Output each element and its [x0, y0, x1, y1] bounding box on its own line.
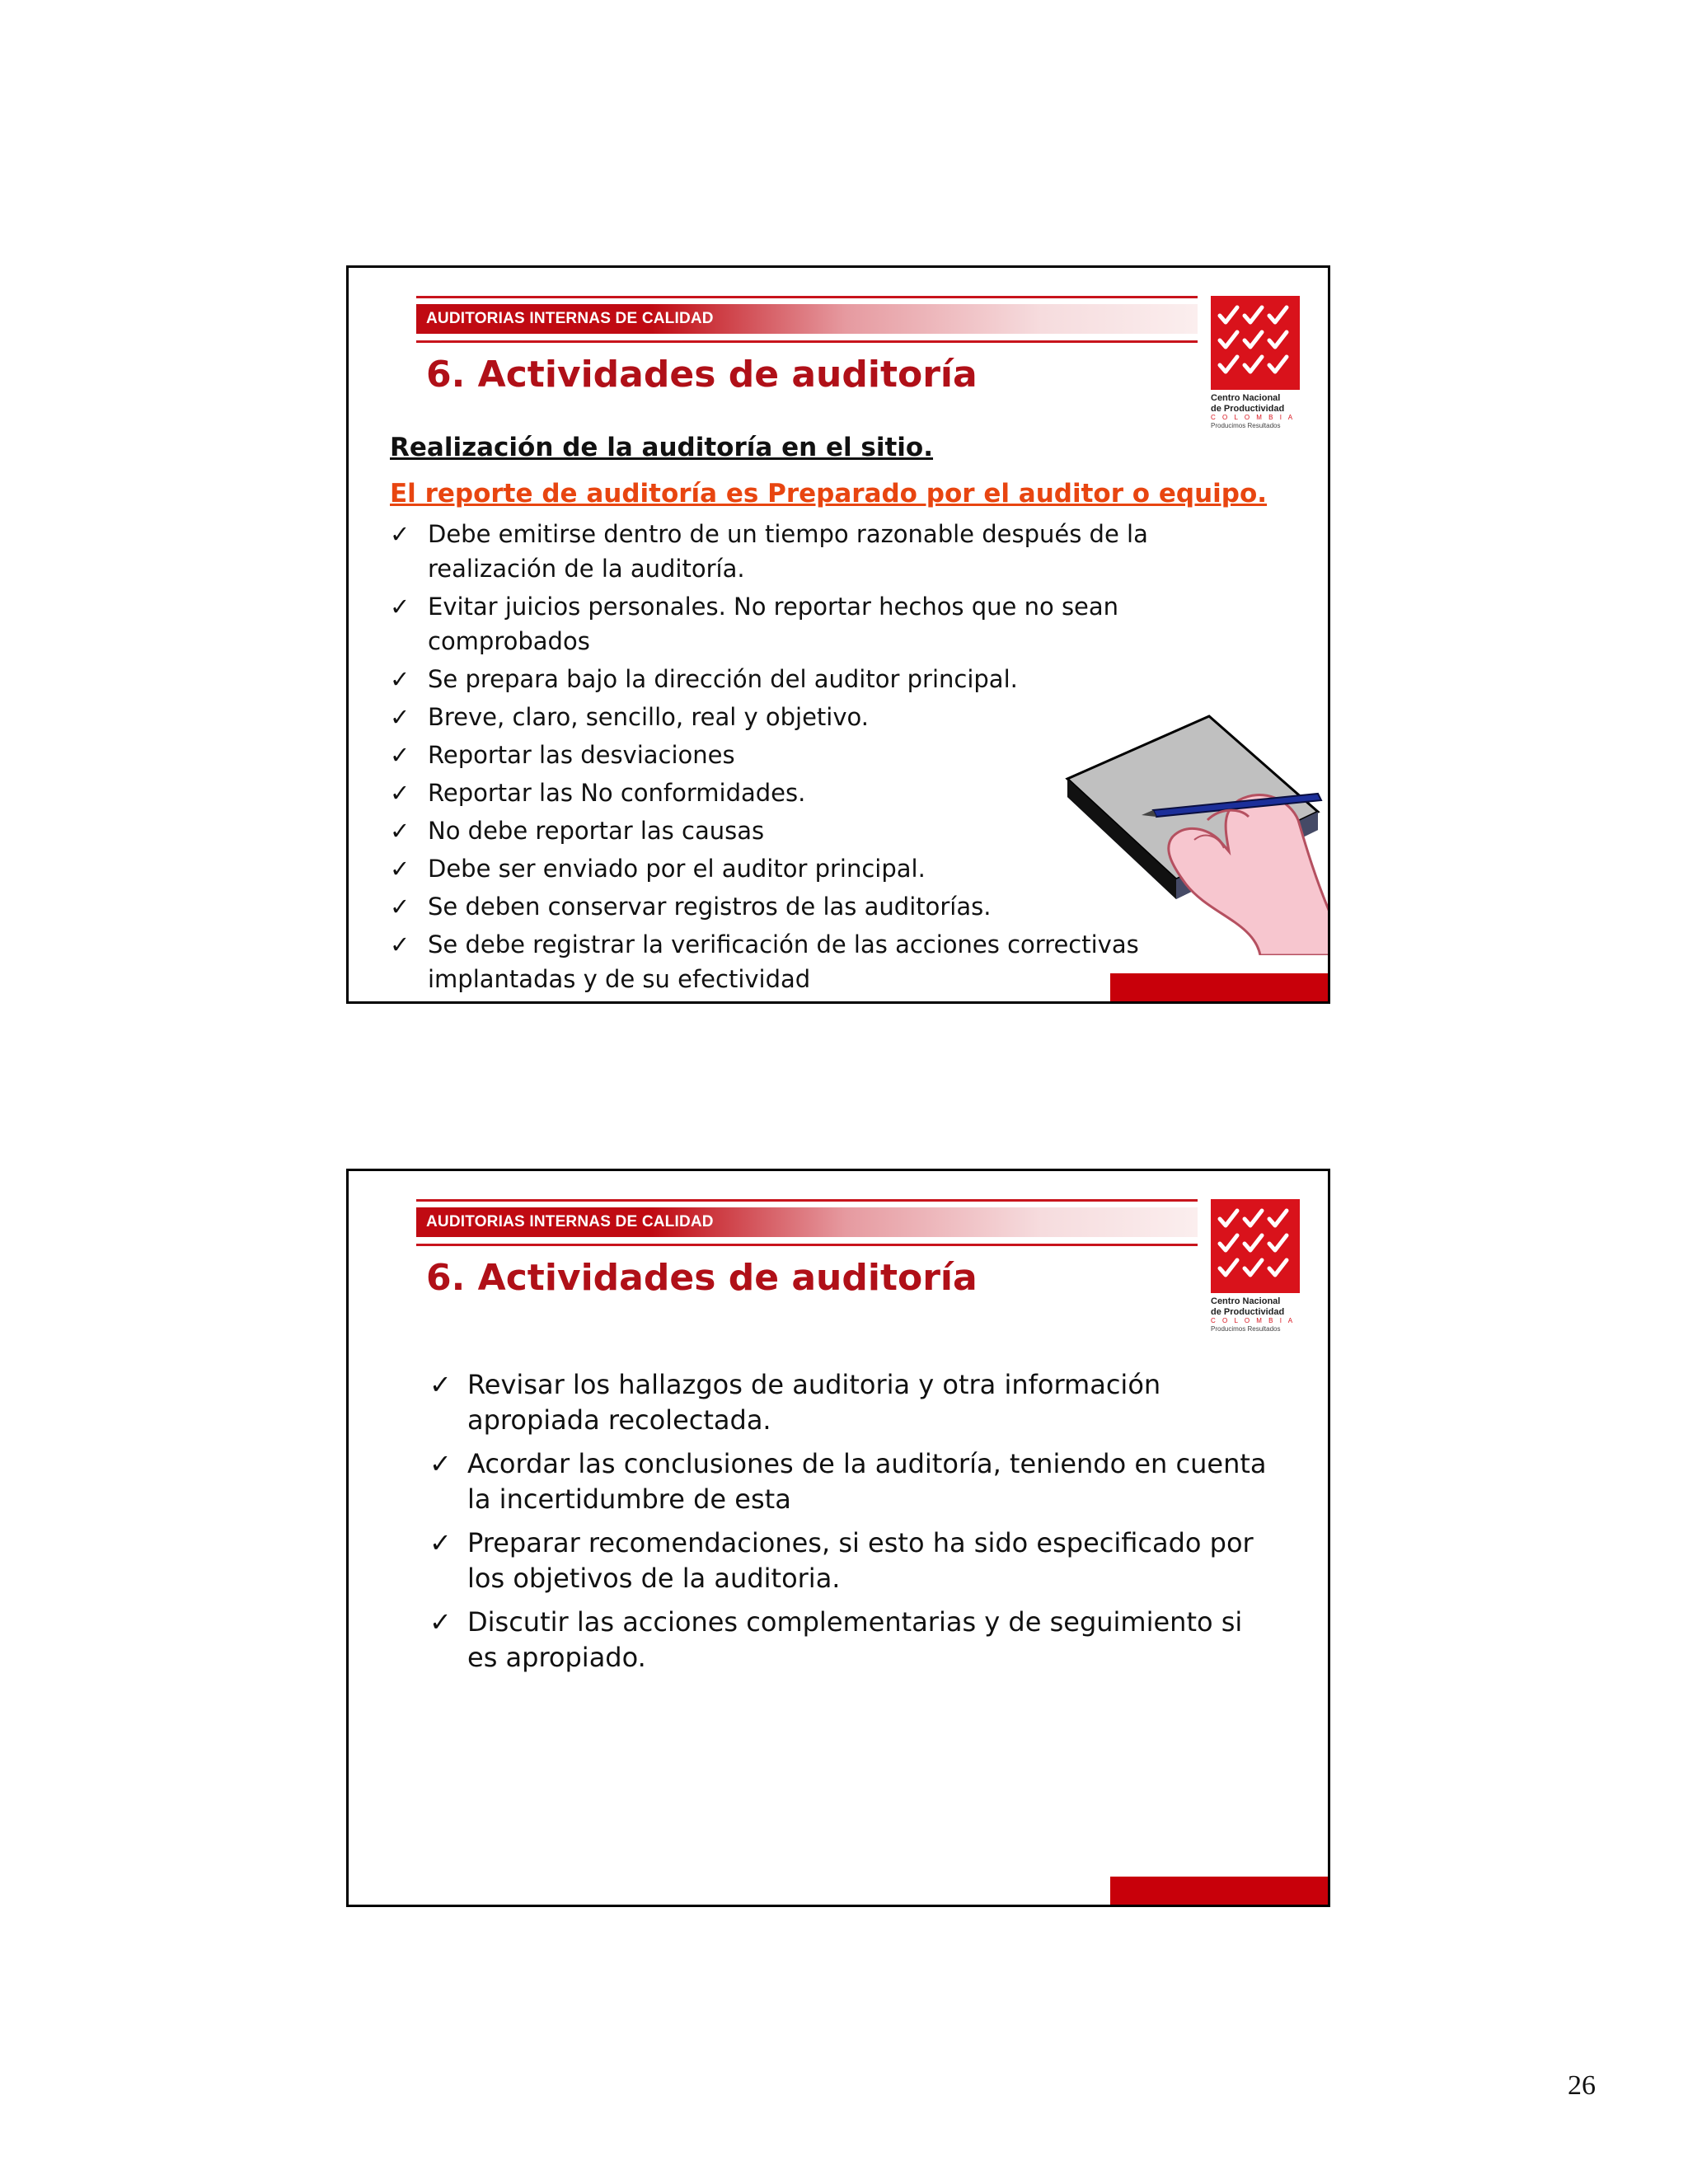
list-item [429, 1605, 1270, 1675]
logo-text-line1: Centro Nacional [1211, 1296, 1281, 1306]
list-item-text: Debe ser enviado por el auditor principal. [428, 855, 926, 883]
header-bar [416, 304, 1198, 334]
slide-title: 6. Actividades de auditoría [426, 354, 978, 396]
check-icon: ✓ [390, 665, 410, 693]
list-item-text: Se prepara bajo la dirección del auditor principal. [428, 665, 1018, 693]
logo-text-line4: Producimos Resultados [1211, 422, 1281, 429]
slide-2 [346, 1169, 1330, 1907]
logo [1211, 1199, 1301, 1333]
list-item [390, 589, 1206, 658]
list-item-text: No debe reportar las causas [428, 817, 765, 845]
check-icon: ✓ [390, 817, 410, 845]
logo-text-line3: C O L O M B I A [1211, 414, 1296, 421]
highlight-text: El reporte de auditoría es Preparado por el auditor o equipo. [390, 479, 1268, 509]
logo-text-line4: Producimos Resultados [1211, 1325, 1281, 1333]
footer-accent-bar [1110, 1877, 1330, 1907]
list-item-text: Acordar las conclusiones de la auditoría, teniendo en cuenta la incertidumbre de esta [467, 1448, 1267, 1515]
header-label: AUDITORIAS INTERNAS DE CALIDAD [426, 1213, 714, 1230]
check-icon: ✓ [390, 779, 410, 807]
check-icon: ✓ [390, 930, 410, 958]
logo-text-line2: de Productividad [1211, 1307, 1285, 1317]
check-icon: ✓ [390, 703, 410, 731]
check-grid-icon [1211, 296, 1300, 390]
logo-text-line1: Centro Nacional [1211, 393, 1281, 403]
check-icon: ✓ [429, 1527, 452, 1558]
list-item-text: Reportar las desviaciones [428, 741, 735, 769]
subheading: Realización de la auditoría en el sitio. [390, 433, 934, 462]
header-bar [416, 1207, 1198, 1237]
check-grid-icon [1211, 1199, 1300, 1293]
list-item-text: Evitar juicios personales. No reportar hechos que no sean comprobados [428, 593, 1119, 655]
header-top-line [416, 1199, 1198, 1202]
check-icon: ✓ [390, 520, 410, 548]
list-item-text: Preparar recomendaciones, si esto ha sido especificado por los objetivos de la auditoria. [467, 1527, 1254, 1594]
header-top-line [416, 296, 1198, 298]
list-item [429, 1367, 1270, 1438]
list-item [429, 1526, 1270, 1596]
logo [1211, 296, 1301, 429]
check-icon: ✓ [390, 593, 410, 621]
logo-text-line2: de Productividad [1211, 404, 1285, 414]
list-item-text: Debe emitirse dentro de un tiempo razonable después de la realización de la auditoría. [428, 520, 1148, 583]
slide-1 [346, 265, 1330, 1004]
notebook-writing-illustration [1062, 708, 1330, 955]
list-item [429, 1446, 1270, 1517]
page-number: 26 [1568, 2070, 1596, 2101]
check-icon: ✓ [390, 893, 410, 921]
list-item-text: Discutir las acciones complementarias y de seguimiento si es apropiado. [467, 1606, 1243, 1673]
list-item [390, 517, 1206, 586]
check-icon: ✓ [429, 1606, 452, 1638]
list-item-text: Breve, claro, sencillo, real y objetivo. [428, 703, 869, 731]
check-icon: ✓ [390, 855, 410, 883]
header-bottom-line [416, 340, 1198, 343]
check-list [429, 1367, 1270, 1684]
check-icon: ✓ [429, 1369, 452, 1400]
list-item [390, 662, 1206, 696]
check-icon: ✓ [390, 741, 410, 769]
header-bottom-line [416, 1244, 1198, 1246]
list-item-text: Se deben conservar registros de las auditorías. [428, 893, 992, 921]
logo-text-line3: C O L O M B I A [1211, 1317, 1296, 1324]
header-label: AUDITORIAS INTERNAS DE CALIDAD [426, 310, 714, 327]
slide-title: 6. Actividades de auditoría [426, 1257, 978, 1299]
list-item-text: Revisar los hallazgos de auditoria y otra información apropiada recolectada. [467, 1369, 1161, 1436]
list-item-text: Se debe registrar la verificación de las acciones correctivas implantadas y de su efectividad [428, 930, 1139, 993]
check-icon: ✓ [429, 1448, 452, 1479]
footer-accent-bar [1110, 973, 1330, 1004]
list-item-text: Reportar las No conformidades. [428, 779, 806, 807]
